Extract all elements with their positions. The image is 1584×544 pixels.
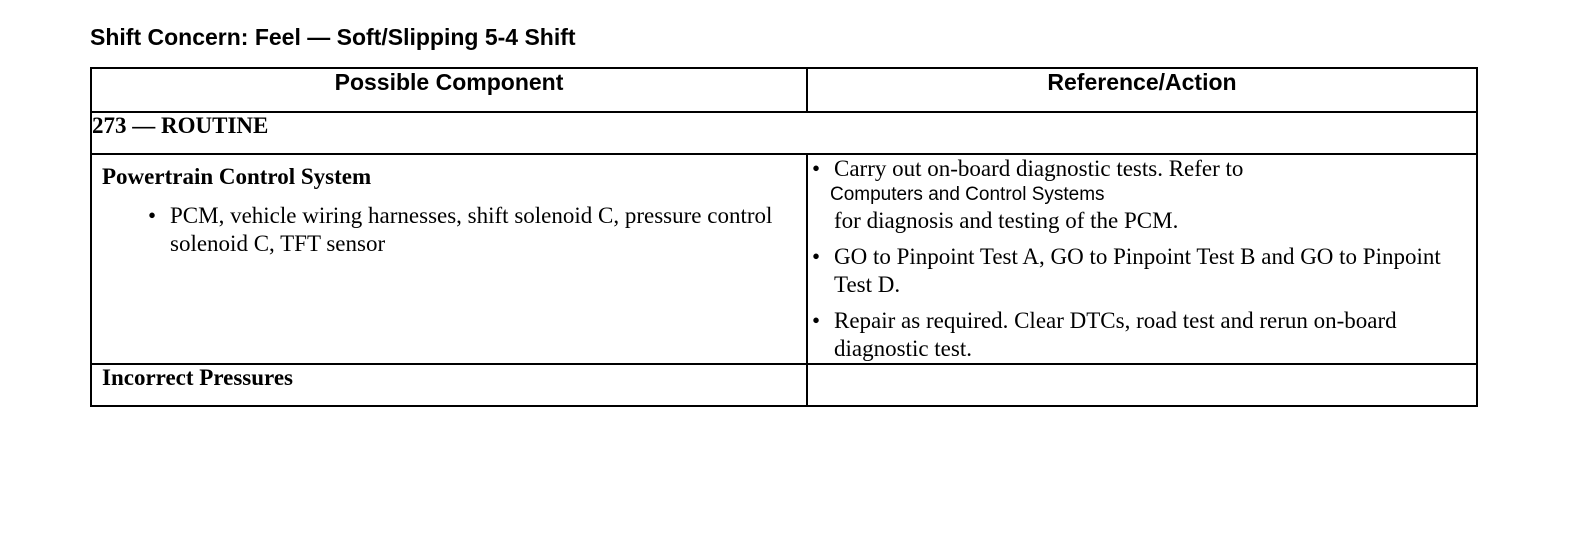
computers-control-systems-link[interactable]: Computers and Control Systems [830, 184, 1105, 205]
action-text: GO to Pinpoint Test A, GO to Pinpoint Test B and GO to Pinpoint Test D. [834, 244, 1441, 297]
action-item [808, 307, 1476, 363]
section-row [91, 112, 1477, 154]
bullet-icon: • [812, 244, 821, 269]
action-item [808, 243, 1476, 299]
header-row [91, 68, 1477, 112]
action-text: for diagnosis and testing of the PCM. [834, 208, 1179, 233]
table-row [91, 364, 1477, 406]
bullet-icon: • [812, 308, 821, 333]
incorrect-pressures-cell: Incorrect Pressures [91, 364, 807, 406]
page-title: Shift Concern: Feel — Soft/Slipping 5-4 Shift [90, 24, 576, 50]
action-text: Repair as required. Clear DTCs, road test and rerun on-board diagnostic test. [834, 308, 1397, 361]
group-title: Powertrain Control System [102, 164, 372, 189]
component-item [148, 202, 806, 258]
component-cell [91, 154, 807, 364]
header-possible-component: Possible Component [91, 68, 807, 112]
empty-action-cell [807, 364, 1477, 406]
component-item-text: PCM, vehicle wiring harnesses, shift solenoid C, pressure control solenoid C, TFT sensor [170, 203, 773, 256]
action-item [808, 155, 1476, 235]
shift-concern-table [90, 67, 1478, 407]
table-row [91, 154, 1477, 364]
action-text: Carry out on-board diagnostic tests. Refer to [834, 156, 1244, 181]
bullet-icon: • [148, 203, 157, 228]
section-routine: 273 — ROUTINE [91, 112, 1477, 154]
bullet-icon: • [812, 156, 821, 181]
action-cell [807, 154, 1477, 364]
header-reference-action: Reference/Action [807, 68, 1477, 112]
